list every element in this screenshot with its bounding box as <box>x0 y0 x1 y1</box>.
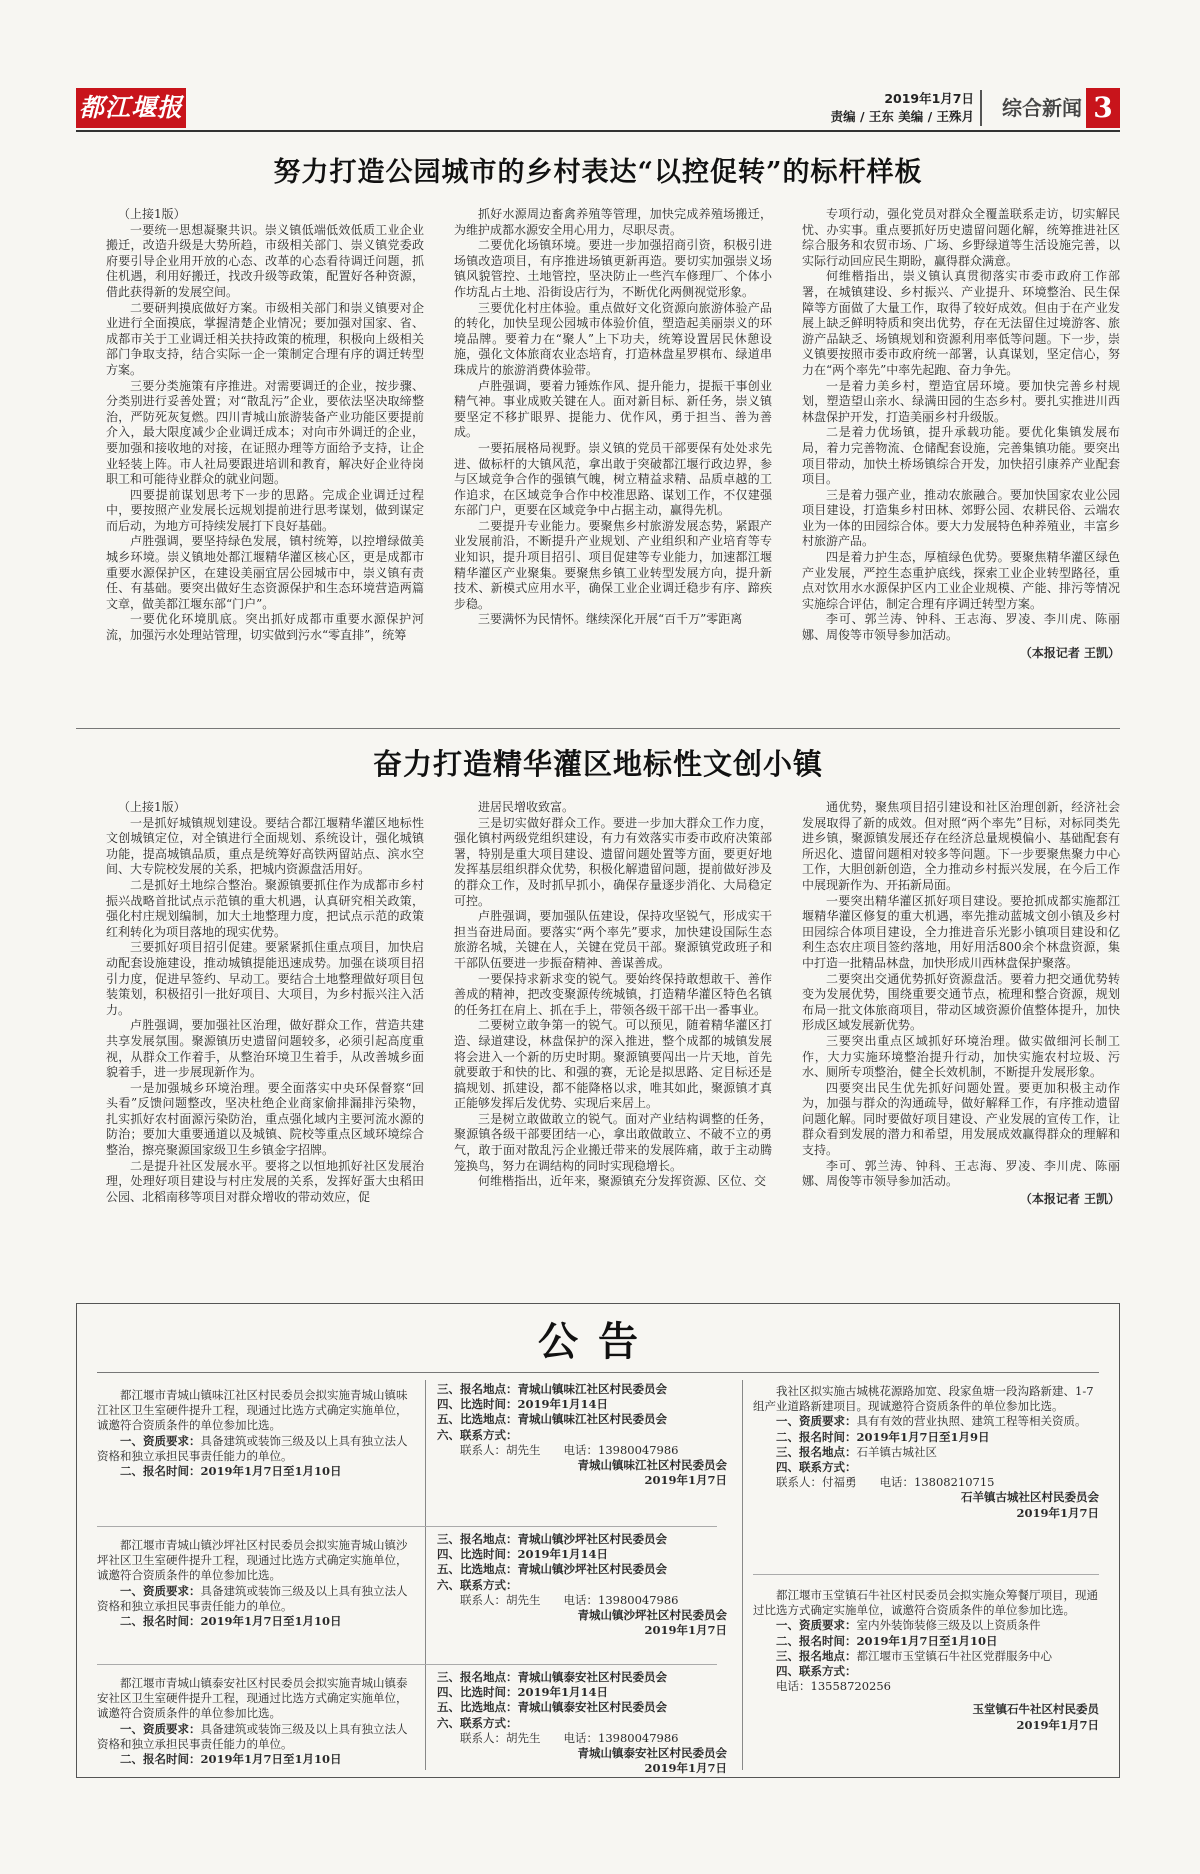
notice-label: 三、报名地点： <box>776 1444 857 1459</box>
notice-place: 三、报名地点：青城山镇泰安社区村民委员会 <box>437 1670 667 1684</box>
masthead-rule <box>76 130 1120 132</box>
notice-label: 一、资质要求： <box>776 1618 857 1633</box>
notice-time: 二、报名时间：2019年1月7日至1月10日 <box>120 1464 342 1479</box>
paragraph: 通优势，聚焦项目招引建设和社区治理创新，经济社会发展取得了新的成效。但对照“两个率先”目标，对标同类先进乡镇，聚源镇发展还存在经济总量规模偏小、基础配套有所迟化、遗留问题相对较多等问题。下一步要聚焦聚力中心工作，大胆创新创造，全力推动乡村振兴发展，在今后工作中展现新作为、开拓新局面。 <box>802 800 1120 892</box>
paragraph: 何维楷指出，崇义镇认真贯彻落实市委市政府工作部署，在城镇建设、乡村振兴、产业提升、环境整治、民生保障等方面做了大量工作，取得了较好成效。但由于在产业发展上缺乏鲜明特质和突出优势，存在无法留住过境游客、旅游产品缺乏、场镇规划和资源利用率低等问题。下一步，崇义镇要按照市委市政府统一部署，认真谋划，坚定信心，努力在“两个率先”中率先起跑、奋力争先。 <box>802 269 1120 377</box>
article2-continued: （上接1版） <box>118 800 186 814</box>
notice-cmp-place: 五、比选地点：青城山镇味江社区村民委员会 <box>437 1412 667 1427</box>
notice-divider <box>742 1380 743 1770</box>
notice-signature: 青城山镇沙坪社区村民委员会 <box>577 1608 727 1623</box>
paragraph: 一是着力美乡村，塑造宜居环境。要加快完善乡村规划，塑造望山亲水、绿满田园的生态乡村。要扎实推进川西林盘保护开发，打造美丽乡村升级版。 <box>802 378 1120 424</box>
article2-column-1 <box>106 800 424 1298</box>
paragraph: 三要突出重点区域抓好环境治理。做实做细河长制工作，大力实施环境整治提升行动，加快实施农村垃圾、污水、厕所专项整治，健全长效机制，不断提升发展形象。 <box>802 1033 1120 1080</box>
notice-contact: 联系人：胡先生 电话：13980047986 <box>460 1730 679 1745</box>
notice-req: 具备建筑或装饰三级及以上具有独立法人资格和独立承担民事责任能力的单位。 <box>97 1583 408 1613</box>
notice-block-left <box>97 1388 413 1479</box>
paragraph: 二要树立敢争第一的锐气。可以预见，随着精华灌区打造、绿道建设，林盘保护的深入推进，整个成都的城镇发展将会进入一个新的历史时期。聚源镇要闯出一片天地，首先就要敢于和快的比、和强的赛，无论是拟思路、定目标还是搞规划、抓建设，都不能降格以求，唯其如此，聚源镇才真正能够发挥后发优势、实现后来居上。 <box>454 1018 772 1111</box>
article1-continued: （上接1版） <box>118 207 186 221</box>
article1-column-2 <box>454 207 772 719</box>
article2-headline: 奋力打造精华灌区地标性文创小镇 <box>372 747 823 781</box>
notice-title-rule <box>97 1372 1099 1373</box>
paragraph: 何维楷指出，近年来，聚源镇充分发挥资源、区位、交 <box>478 1174 767 1189</box>
notice-place: 三、报名地点：青城山镇味江社区村民委员会 <box>437 1382 667 1396</box>
notice-time: 二、报名时间：2019年1月7日至1月10日 <box>120 1614 342 1629</box>
notice-block-left <box>97 1676 413 1767</box>
byline: （本报记者 王凯） <box>1019 1191 1120 1206</box>
paragraph: 一是抓好城镇规划建设。要结合都江堰精华灌区地标性文创城镇定位，对全镇进行全面规划、系统设计，强化城镇功能，提高城镇品质，重点是统筹好高铁两留站点、滨水空间、大专院校发展的关系，把城内资源盘活用好。 <box>106 815 424 877</box>
notice-time: 二、报名时间：2019年1月7日至1月9日 <box>776 1429 990 1444</box>
notice-place: 三、报名地点：青城山镇沙坪社区村民委员会 <box>437 1532 667 1546</box>
notice-cmp-time: 四、比选时间：2019年1月14日 <box>437 1547 609 1562</box>
notice-req: 具有有效的营业执照、建筑工程等相关资质。 <box>856 1414 1087 1429</box>
paragraph: 四要提前谋划思考下一步的思路。完成企业调迁过程中，要按照产业发展长远规划提前进行思考谋划，做到谋定而后动，为地方可持续发展打下良好基础。 <box>106 487 424 533</box>
article1-headline: 努力打造公园城市的乡村表达“以控促转”的标杆样板 <box>273 157 923 188</box>
paragraph: 一要优化环境肌底。突出抓好成都市重要水源保护河流，加强污水处理站管理，切实做到污水“零直排”，统筹 <box>106 612 424 643</box>
notice-title: 公告 <box>538 1318 658 1365</box>
article2-column-2 <box>454 800 772 1298</box>
notice-row-divider <box>97 1526 717 1527</box>
paragraph: 二要提升专业能力。要聚焦乡村旅游发展态势，紧跟产业发展前沿，不断提升产业规划、产业组织和产业培育等专业知识，提升项目招引、项目促建等专业能力，加速都江堰精华灌区产业聚集。要聚焦乡镇工业转型发展方向，提升新技术、新模式应用水平，确保工业企业调迁稳步有序、蹄疾步稳。 <box>454 518 772 611</box>
notice-intro: 都江堰市青城山镇泰安社区村民委员会拟实施青城山镇泰安社区卫生室硬件提升工程，现通过比选方式确定实施单位，诚邀符合资质条件的单位参加比选。 <box>97 1676 408 1721</box>
paragraph: 进居民增收致富。 <box>478 800 575 814</box>
newspaper-logo: 都江堰报 <box>76 88 186 128</box>
notice-date: 2019年1月7日 <box>644 1761 727 1776</box>
notice-block-right <box>437 1382 727 1488</box>
notice-shiyang <box>753 1384 1099 1521</box>
notice-intro: 都江堰市玉堂镇石牛社区村民委员会拟实施众筹餐厅项目，现通过比选方式确定实施单位，诚邀符合资质条件的单位参加比选。 <box>753 1588 1098 1618</box>
section-name: 综合新闻 <box>1002 96 1082 120</box>
notice-contact-label: 四、联系方式： <box>776 1460 857 1475</box>
notice-label: 一、资质要求： <box>120 1583 201 1598</box>
notice-date: 2019年1月7日 <box>644 1473 727 1488</box>
notice-row-divider <box>97 1664 717 1665</box>
paragraph: 卢胜强调，要坚持绿色发展，镇村统筹，以控增绿做美城乡环境。崇义镇地处都江堰精华灌区核心区，更是成都市重要水源保护区，在建设美丽宜居公园城市中，崇义镇有责任、有基础。要突出做好生态资源保护和生态环境营造两篇文章，做美都江堰东部“门户”。 <box>106 534 424 611</box>
notice-contact: 联系人：胡先生 电话：13980047986 <box>460 1442 679 1457</box>
notice-date: 2019年1月7日 <box>1016 1717 1099 1732</box>
paragraph: 李可、郭兰涛、钟科、王志海、罗凌、李川虎、陈丽娜、周俊等市领导参加活动。 <box>802 612 1120 643</box>
paragraph: 三是着力强产业，推动农旅融合。要加快国家农业公园项目建设，打造集乡村田林、郊野公园、农耕民俗、云端农业为一体的田园综合体。要大力发展特色种养殖业，丰富乡村旅游产品。 <box>802 487 1120 549</box>
article2-body <box>106 800 1120 1298</box>
paragraph: 三要满怀为民情怀。继续深化开展“百千万”零距离 <box>478 612 743 627</box>
notice-cmp-place: 五、比选地点：青城山镇沙坪社区村民委员会 <box>437 1562 667 1577</box>
paragraph: 三是树立敢做敢立的锐气。面对产业结构调整的任务，聚源镇各级干部要团结一心，拿出敢做敢立、不破不立的勇气，敢于面对散乱污企业搬迁带来的发展阵痛，敢于主动腾笼换鸟，努力在调结构的同时实现稳增长。 <box>454 1111 772 1173</box>
article1-column-3 <box>802 207 1120 719</box>
notice-label: 一、资质要求： <box>120 1433 201 1448</box>
notice-cmp-place: 五、比选地点：青城山镇泰安社区村民委员会 <box>437 1700 667 1715</box>
masthead <box>76 88 1120 128</box>
notice-row-divider <box>753 1574 1099 1575</box>
paragraph: 四要突出民生优先抓好问题处置。要更加积极主动作为，加强与群众的沟通疏导，做好解释工作，有序推动遗留问题化解。同时要做好项目建设、产业发展的宣传工作，让群众看到发展的潜力和希望，用发展成效赢得群众的理解和支持。 <box>802 1080 1120 1158</box>
notice-signature: 石羊镇古城社区村民委员会 <box>961 1490 1099 1505</box>
paragraph: 一要统一思想凝聚共识。崇义镇低端低效低质工业企业搬迁，改造升级是大势所趋，市级相关部门、崇义镇党委政府要引导企业用开放的心态、改革的心态看待调迁问题，抓住机遇，利用好搬迁，找改升级等政策，配置好各种资源，借此获得新的发展空间。 <box>106 222 424 299</box>
notice-contact: 联系人：付福勇 电话：13808210715 <box>776 1475 995 1490</box>
article1-column-1 <box>106 207 424 719</box>
paragraph: 卢胜强调，要加强队伍建设，保持攻坚锐气，形成实干担当奋进局面。要落实“两个率先”要求，加快建设国际生态旅游名城，关键在人，关键在党员干部。聚源镇党政班子和干部队伍要进一步振奋精神、善谋善成。 <box>454 909 772 970</box>
paragraph: 四是着力护生态，厚植绿色优势。要聚焦精华灌区绿色产业发展，严控生态重护底线，探索工业企业转型路径，重点对饮用水水源保护区内工业企业规模、产能、排污等情况实施综合评估，制定合理有序调迁转型方案。 <box>802 550 1120 611</box>
notice-signature: 青城山镇泰安社区村民委员会 <box>577 1746 727 1761</box>
notice-req: 具备建筑或装饰三级及以上具有独立法人资格和独立承担民事责任能力的单位。 <box>97 1721 408 1751</box>
notice-block-left <box>97 1538 413 1629</box>
paragraph: 专项行动，强化党员对群众全覆盖联系走访，切实解民忧、办实事。重点要抓好历史遗留问题化解，统筹推进社区综合服务和农贸市场、广场、乡野绿道等生活设施完善，以实际行动回应民生期盼，赢得群众满意。 <box>802 207 1120 268</box>
notice-contact-label: 六、联系方式： <box>437 1427 518 1442</box>
issue-date: 2019年1月7日 <box>884 91 974 106</box>
paragraph: 二是着力优场镇，提升承载功能。要优化集镇发展布局，着力完善物流、仓储配套设施，完善集镇功能。要突出项目带动，加快土桥场镇综合开发，加快招引康养产业配套项目。 <box>802 425 1120 487</box>
paragraph: 二要优化场镇环境。要进一步加强招商引资，积极引进场镇改造项目，有序推进场镇更新再造。要切实加强崇义场镇风貌管控、土地管控，坚决防止一些汽车修理厂、个体小作坊乱占土地、沿街设店行为，不断优化两侧视觉形象。 <box>454 238 772 299</box>
paragraph: 三要抓好项目招引促建。要紧紧抓住重点项目，加快启动配套设施建设，推动城镇提能迅速成势。加强在谈项目招引力度，促进早签约、早动工。要结合土地整理做好项目包装策划，积极招引一批好项目、大项目，为乡村振兴注入活力。 <box>106 940 424 1017</box>
notice-contact-label: 六、联系方式： <box>437 1715 518 1730</box>
notice-cmp-time: 四、比选时间：2019年1月14日 <box>437 1397 609 1412</box>
editors: 责编 / 王东 美编 / 王殊月 <box>830 109 974 124</box>
paragraph: 三是切实做好群众工作。要进一步加大群众工作力度，强化镇村两级党组织建设，有力有效落实市委市政府决策部署，特别是重大项目建设、遗留问题处置等方面，要更好地发挥基层组织群众优势，积极化解遗留问题，提前做好涉及的群众工作，及时抓早抓小，确保存量逐步消化、大局稳定可控。 <box>454 815 772 908</box>
notice-contact-label: 四、联系方式： <box>776 1664 857 1679</box>
notice-label: 一、资质要求： <box>120 1721 201 1736</box>
notice-place: 石羊镇古城社区 <box>856 1444 937 1459</box>
paragraph: 二要研判摸底做好方案。市级相关部门和崇义镇要对企业进行全面摸底，掌握清楚企业情况；要加强对国家、省、成都市关于工业调迁相关扶持政策的梳理，积极向上级相关部门争取支持，结合实际一企一策制定合理有序的调迁转型方案。 <box>106 300 424 377</box>
notice-intro: 我社区拟实施古城桃花源路加宽、段家鱼塘一段沟路新建、1-7组产业道路新建项目。现诚邀符合资质条件的单位参加比选。 <box>753 1384 1094 1414</box>
paragraph: 三要优化村庄体验。重点做好文化资源向旅游体验产品的转化，加快呈现公园城市体验价值，塑造起美丽崇义的环境品牌。要着力在“聚人”上下功夫，统筹设置居民休憩设施，强化文体旅商农业态培育，打造林盘星罗棋布、绿道串珠成片的旅游消费体验带。 <box>454 300 772 377</box>
notice-signature: 青城山镇味江社区村民委员会 <box>577 1458 727 1473</box>
paragraph: 二是提升社区发展水平。要将之以恒地抓好社区发展治理，处理好项目建设与村庄发展的关系，发挥好蛋大虫稻田公园、北稻南移等项目对群众增收的带动效应，促 <box>106 1158 424 1204</box>
article-separator <box>76 728 1120 729</box>
notice-divider <box>425 1380 426 1770</box>
byline: （本报记者 王凯） <box>1019 645 1120 660</box>
notice-label: 三、报名地点： <box>776 1648 857 1663</box>
paragraph: 卢胜强调，要加强社区治理，做好群众工作，营造共建共享发展氛围。聚源镇历史遗留问题较多，必须引起高度重视，从群众工作着手，从整治环境卫生着手，从改善城乡面貌着手，进一步展现新作为。 <box>106 1018 424 1080</box>
notice-intro: 都江堰市青城山镇沙坪社区村民委员会拟实施青城山镇沙坪社区卫生室硬件提升工程，现通过比选方式确定实施单位，诚邀符合资质条件的单位参加比选。 <box>97 1538 408 1583</box>
paragraph: 李可、郭兰涛、钟科、王志海、罗凌、李川虎、陈丽娜、周俊等市领导参加活动。 <box>802 1158 1120 1189</box>
notice-date: 2019年1月7日 <box>1016 1505 1099 1520</box>
article1-body <box>106 207 1120 719</box>
notice-block-right <box>437 1532 727 1638</box>
notice-contact: 电话：13558720256 <box>776 1679 891 1694</box>
page-number: 3 <box>1086 88 1120 128</box>
notice-cmp-time: 四、比选时间：2019年1月14日 <box>437 1685 609 1700</box>
notice-req: 具备建筑或装饰三级及以上具有独立法人资格和独立承担民事责任能力的单位。 <box>97 1433 408 1463</box>
notice-time: 二、报名时间：2019年1月7日至1月10日 <box>776 1633 998 1648</box>
paragraph: 二是抓好土地综合整治。聚源镇要抓住作为成都市乡村振兴战略首批试点示范镇的重大机遇，认真研究相关政策，强化村庄规划编制，加大土地整理力度，把试点示范的政策红利转化为项目落地的现实优势。 <box>106 877 424 939</box>
issue-info <box>831 90 974 126</box>
article2-column-3 <box>802 800 1120 1298</box>
notice-label: 一、资质要求： <box>776 1414 857 1429</box>
paragraph: 三要分类施策有序推进。对需要调迁的企业，按步骤、分类别进行妥善处置；对“散乱污”企业，要依法坚决取缔整治，严防死灰复燃。四川青城山旅游装备产业功能区要提前介入，最大限度减少企业调迁成本；对向市外调迁的企业，要加强和接收地的对接，在证照办理等方面给予支持，让企业轻装上阵。市人社局要跟进培训和教育，解决好企业待岗职工和可能待业群众的就业问题。 <box>106 378 424 487</box>
notice-block-right <box>437 1670 727 1776</box>
notice-intro: 都江堰市青城山镇味江社区村民委员会拟实施青城山镇味江社区卫生室硬件提升工程，现通过比选方式确定实施单位，诚邀符合资质条件的单位参加比选。 <box>97 1388 408 1433</box>
notice-contact-label: 六、联系方式： <box>437 1577 518 1592</box>
paragraph: 一要保持求新求变的锐气。要始终保持敢想敢干、善作善成的精神，把改变聚源传统城镇，打造精华灌区特色名镇的任务扛在肩上、抓在手上，带领各级干部干出一番事业。 <box>454 971 772 1017</box>
notice-date: 2019年1月7日 <box>644 1623 727 1638</box>
notice-signature: 玉堂镇石牛社区村民委员 <box>972 1702 1099 1717</box>
paragraph: 抓好水源周边畜禽养殖等管理，加快完成养殖场搬迁，为维护成都水源安全用心用力，尽职尽责。 <box>454 207 772 237</box>
paragraph: 二要突出交通优势抓好资源盘活。要着力把交通优势转变为发展优势，围绕重要交通节点，梳理和整合资源，规划布局一批文体旅商项目，带动区域资源价值整体提升，加快形成区域发展新优势。 <box>802 971 1120 1033</box>
notice-yutang <box>753 1588 1099 1733</box>
paragraph: 一是加强城乡环境治理。要全面落实中央环保督察“回头看”反馈问题整改，坚决杜绝企业商家偷排漏排污染物，扎实抓好农村面源污染防治，重点强化域内主要河流水源的防治；要加大重要通道以及城镇、院校等重点区域环境综合整治，擦亮聚源国家级卫生乡镇金字招牌。 <box>106 1080 424 1158</box>
paragraph: 一要拓展格局视野。崇义镇的党员干部要保有处处求先进、做标杆的大镇风范，拿出敢于突破都江堰行政边界，参与区域竞争合作的强镇气魄，树立精益求精、品质卓越的工作追求，在区域竞争合作中校准思路、谋划工作，不仅建强东部门户，更要在区域竞争中占据主动，赢得先机。 <box>454 440 772 518</box>
public-notice-box <box>76 1303 1120 1778</box>
notice-contact: 联系人：胡先生 电话：13980047986 <box>460 1592 679 1607</box>
paragraph: 卢胜强调，要着力锤炼作风、提升能力，提振干事创业精气神。事业成败关键在人。面对新目标、新任务，崇义镇要坚定不移扩眼界、提能力、优作风，勇于担当、善为善成。 <box>454 378 772 440</box>
notice-time: 二、报名时间：2019年1月7日至1月10日 <box>120 1752 342 1767</box>
masthead-divider <box>980 90 982 126</box>
notice-place: 都江堰市玉堂镇石牛社区党群服务中心 <box>856 1648 1052 1663</box>
notice-req: 室内外装饰装修三级及以上资质条件 <box>856 1618 1041 1633</box>
paragraph: 一要突出精华灌区抓好项目建设。要抢抓成都实施都江堰精华灌区修复的重大机遇，率先推动蓝城文创小镇及乡村田园综合体项目建设，全力推进音乐光影小镇项目建设和亿利生态农庄项目签约落地，用好用活800余个林盘资源，集中打造一批精品林盘，加快形成川西林盘保护聚落。 <box>802 893 1120 970</box>
